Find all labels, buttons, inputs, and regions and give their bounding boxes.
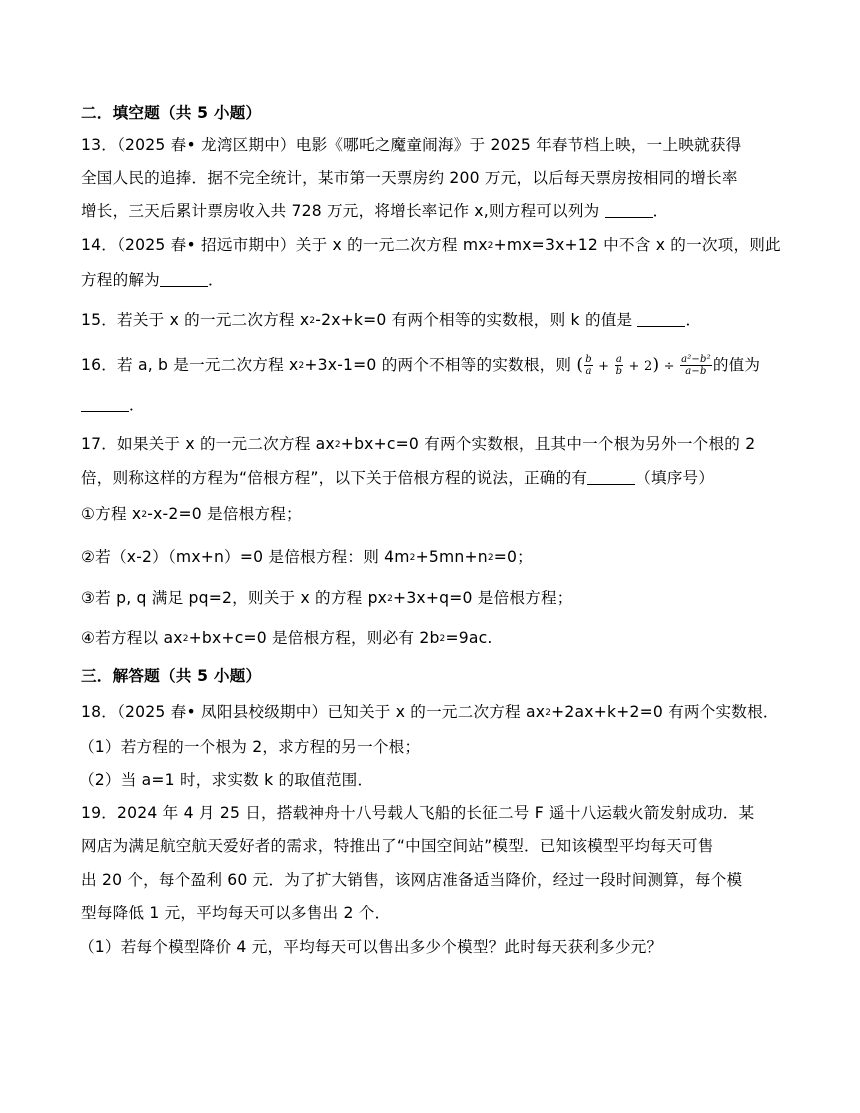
- option-text-b: +bx+c=0 是倍根方程，则必有 2b: [188, 629, 440, 647]
- fraction-denominator: a−b: [685, 366, 707, 377]
- fraction-denominator: b: [615, 366, 623, 377]
- q19-line3: 出 20 个，每个盈利 60 元．为了扩大销售，该网店准备适当降价，经过一段时间测算，每个模: [81, 871, 743, 889]
- option-text-a: ③若 p, q 满足 pq=2，则关于 x 的方程 px: [81, 589, 388, 607]
- q16-line1: [81, 354, 760, 377]
- right-paren: ): [652, 355, 660, 375]
- q15-text-b: -2x+k=0 有两个相等的实数根，则 k 的值是: [315, 311, 638, 329]
- q18-line1: [81, 702, 779, 722]
- option-text-b: +3x+q=0 是倍根方程；: [393, 589, 573, 607]
- q16-line2: [81, 395, 145, 415]
- q18-part1: （1）若方程的一个根为 2，求方程的另一个根；: [79, 738, 421, 756]
- fraction-numerator: a: [615, 354, 622, 365]
- superscript: 2: [439, 634, 446, 644]
- option-text-a: ①方程 x: [81, 505, 142, 523]
- q17-text-b: +bx+c=0 有两个实数根，且其中一个根为另外一个根的 2: [340, 435, 756, 453]
- superscript: 2: [545, 708, 552, 718]
- answer-blank: [637, 312, 685, 327]
- q19-line1: 19．2024 年 4 月 25 日，搭载神舟十八号载人飞船的长征二号 F 遥十八运载火箭发射成功．某: [81, 804, 755, 822]
- q19-line4: 型每降低 1 元，平均每天可以多售出 2 个．: [81, 904, 391, 922]
- option-text-c: =0；: [493, 548, 533, 566]
- q16-line2-end: ．: [129, 396, 145, 414]
- answer-blank: [605, 203, 653, 218]
- superscript: 2: [487, 241, 494, 251]
- q17-line1: [81, 434, 755, 454]
- q14-line2-end: ．: [207, 271, 224, 289]
- q13-line1: 13．（2025 春• 龙湾区期中）电影《哪吒之魔童闹海》于 2025 年春节档上映，一上映就获得: [81, 136, 742, 154]
- q13-line3-text: 增长，三天后累计票房收入共 728 万元，将增长率记作 x,则方程可以列为: [81, 202, 605, 220]
- q13-line2: 全国人民的追捧．据不完全统计，某市第一天票房约 200 万元，以后每天票房按相同的增长率: [81, 169, 738, 187]
- fraction-b-over-a: [584, 354, 593, 377]
- option-text-b: -x-2=0 是倍根方程；: [147, 505, 302, 523]
- q16-tail: 的值为: [712, 356, 761, 374]
- fraction-numerator: a²−b²: [681, 354, 711, 365]
- fraction-denominator: a: [585, 366, 592, 377]
- superscript: 2: [409, 553, 416, 563]
- option-text-c: =9ac.: [445, 629, 493, 647]
- q14-text-a: 14．（2025 春• 招远市期中）关于 x 的一元二次方程 mx: [81, 236, 488, 254]
- left-paren: (: [576, 355, 584, 375]
- q17-option-4: [81, 628, 493, 648]
- superscript: 2: [387, 594, 394, 604]
- divide-sign: ÷: [659, 359, 680, 374]
- q17-line2: [81, 468, 714, 488]
- answer-blank: [81, 397, 129, 412]
- q16-text-b: +3x-1=0 的两个不相等的实数根，则: [304, 356, 577, 374]
- option-text-b: +5mn+n: [415, 548, 488, 566]
- q14-line2: [81, 270, 224, 290]
- q17-option-2: [81, 547, 533, 567]
- q17-line2-text: 倍，则称这样的方程为“倍根方程”，以下关于倍根方程的说法，正确的有: [81, 469, 588, 487]
- fraction-numerator: b: [585, 354, 592, 365]
- q16-text-a: 16．若 a, b 是一元二次方程 x: [81, 356, 299, 374]
- superscript: 2: [182, 634, 189, 644]
- fraction-a-over-b: [615, 354, 624, 377]
- plus-two: + 2: [624, 359, 653, 374]
- answer-blank: [160, 272, 208, 287]
- q18-part2: （2）当 a=1 时，求实数 k 的取值范围．: [79, 771, 374, 789]
- q14-line2-text: 方程的解为: [81, 271, 160, 289]
- q19-line2: 网店为满足航空航天爱好者的需求，特推出了“中国空间站”模型．已知该模型平均每天可售: [81, 837, 714, 855]
- option-text-a: ④若方程以 ax: [81, 629, 183, 647]
- q13-line3-end: ．: [652, 202, 669, 220]
- option-text-a: ②若（x-2）（mx+n）=0 是倍根方程：则 4m: [81, 548, 410, 566]
- q18-text-a: 18．（2025 春• 凤阳县校级期中）已知关于 x 的一元二次方程 ax: [81, 703, 546, 721]
- superscript: 2: [334, 440, 341, 450]
- answer-blank: [587, 470, 635, 485]
- q17-option-1: [81, 504, 302, 524]
- superscript: 2: [487, 553, 494, 563]
- q14-text-b: +mx=3x+12 中不含 x 的一次项，则此: [493, 236, 781, 254]
- q14-line1: [81, 235, 781, 255]
- section-title-answer: 三．解答题（共 5 小题）: [81, 667, 262, 685]
- q18-text-b: +2ax+k+2=0 有两个实数根．: [551, 703, 779, 721]
- q17-line2-end: （填序号）: [635, 469, 715, 487]
- plus-sign: +: [593, 359, 614, 374]
- q15-line: [81, 310, 701, 330]
- q19-part1: （1）若每个模型降价 4 元，平均每天可以售出多少个模型？此时每天获利多少元？: [79, 938, 663, 956]
- q17-option-3: [81, 588, 573, 608]
- superscript: 2: [298, 361, 305, 371]
- section-title-fill: 二．填空题（共 5 小题）: [81, 104, 262, 122]
- q15-text-c: ．: [685, 311, 702, 329]
- q15-text-a: 15．若关于 x 的一元二次方程 x: [81, 311, 310, 329]
- superscript: 2: [309, 316, 316, 326]
- q17-text-a: 17．如果关于 x 的一元二次方程 ax: [81, 435, 335, 453]
- superscript: 2: [141, 510, 148, 520]
- q13-line3: [81, 201, 668, 221]
- fraction-difference-of-squares: [680, 354, 712, 377]
